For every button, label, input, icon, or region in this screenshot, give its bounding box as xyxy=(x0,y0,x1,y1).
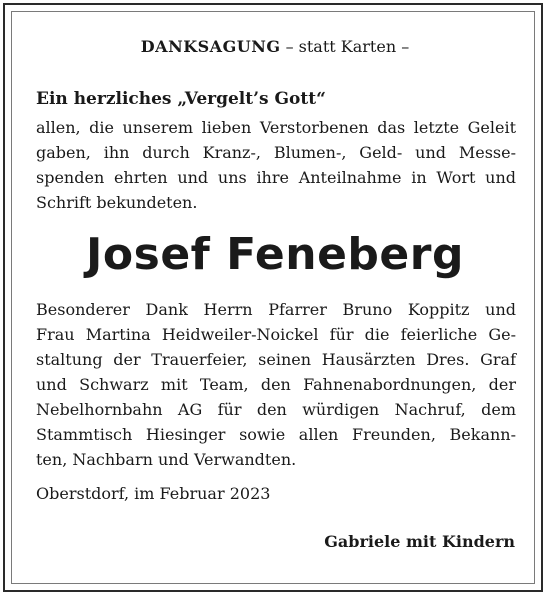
paragraph-line: Schrift bekundeten. xyxy=(36,193,198,212)
paragraph-line: Frau Martina Heidweiler-Noickel für die feierliche Ge- xyxy=(36,325,516,344)
paragraph-line: gaben, ihn durch Kranz-, Blumen-, Geld- und Messe- xyxy=(36,143,516,162)
heading-subtitle: – statt Karten – xyxy=(280,37,410,56)
paragraph-line: und Schwarz mit Team, den Fahnenabordnungen, der xyxy=(36,375,516,394)
place-date: Oberstdorf, im Februar 2023 xyxy=(36,484,271,503)
paragraph-line: Besonderer Dank Herrn Pfarrer Bruno Koppitz und xyxy=(36,300,516,319)
paragraph-line: Nebelhornbahn AG für den würdigen Nachruf, dem xyxy=(36,400,516,419)
thanks-line: Ein herzliches „Vergelt’s Gott“ xyxy=(36,89,326,109)
paragraph-line: allen, die unserem lieben Verstorbenen das letzte Geleit xyxy=(36,118,516,137)
paragraph-line: Stammtisch Hiesinger sowie allen Freunden, Bekann- xyxy=(36,425,516,444)
paragraph-line: ten, Nachbarn und Verwandten. xyxy=(36,450,297,469)
paragraph-gratitude xyxy=(36,115,516,215)
paragraph-line: staltung der Trauerfeier, seinen Hausärzten Dres. Graf xyxy=(36,350,516,369)
paragraph-line: spenden ehrten und uns ihre Anteilnahme in Wort und xyxy=(36,168,516,187)
deceased-name: Josef Feneberg xyxy=(86,229,464,280)
heading-title: DANKSAGUNG xyxy=(140,37,281,56)
paragraph-special-thanks xyxy=(36,297,516,472)
signature: Gabriele mit Kindern xyxy=(324,532,515,551)
notice-heading xyxy=(0,37,550,56)
